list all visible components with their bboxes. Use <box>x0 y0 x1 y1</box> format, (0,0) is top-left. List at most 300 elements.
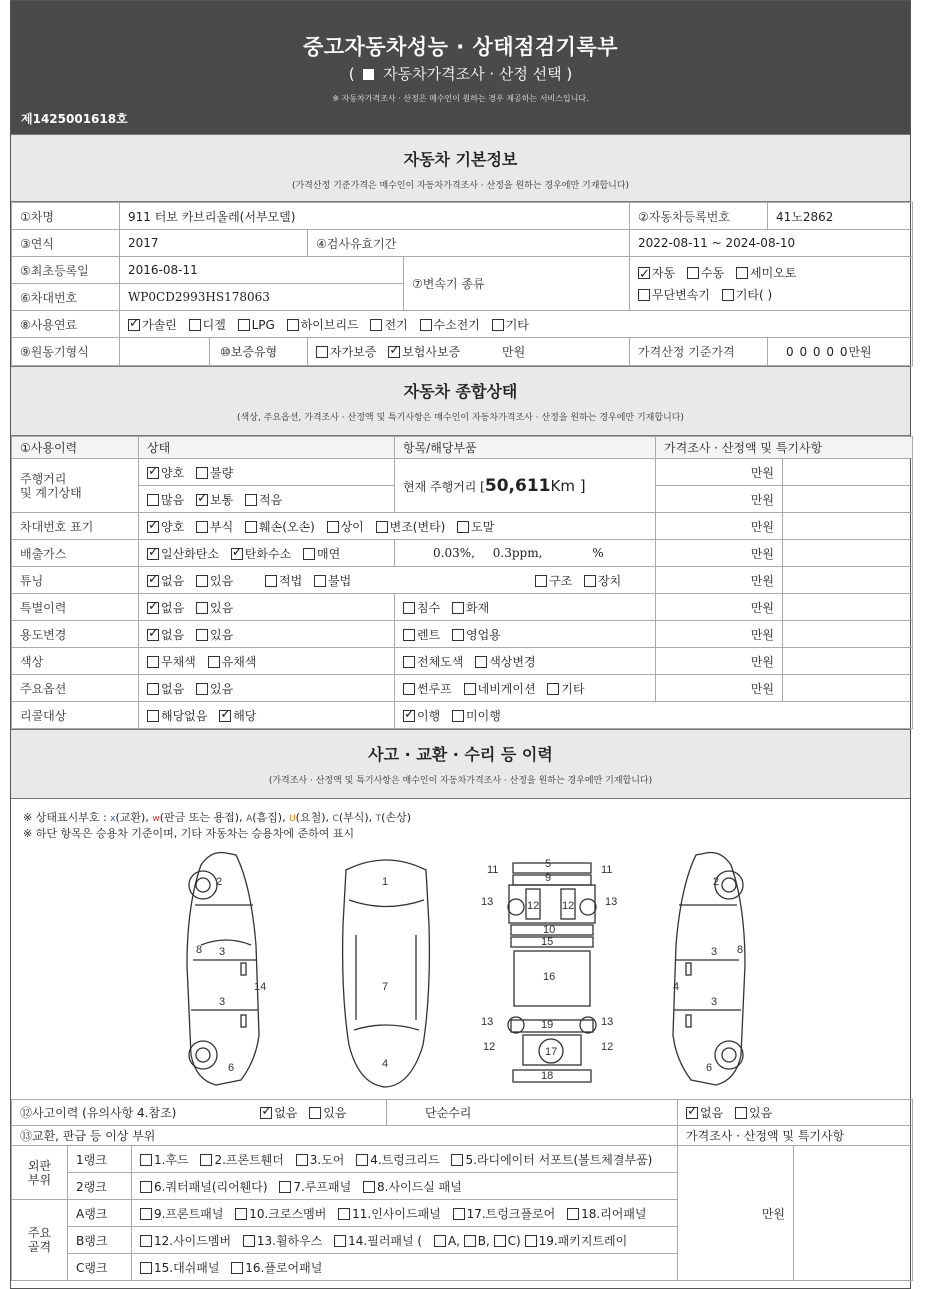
rank2-label: 2랭크 <box>68 1173 132 1200</box>
accident-table <box>11 1099 913 1281</box>
basic-info-section-header <box>11 134 910 202</box>
trans-etc-option[interactable] <box>722 288 772 302</box>
checkbox[interactable] <box>200 1154 212 1166</box>
option-label: 탄화수소 <box>244 546 292 561</box>
repair-none-option[interactable] <box>686 1106 723 1120</box>
part-option[interactable] <box>140 1234 231 1248</box>
business-option[interactable] <box>452 628 501 642</box>
svg-text:8: 8 <box>737 944 744 956</box>
recall-items <box>395 702 913 729</box>
checkbox[interactable] <box>296 1154 308 1166</box>
checkbox[interactable] <box>735 1107 747 1119</box>
recall-na-option[interactable] <box>147 709 207 723</box>
checkbox[interactable] <box>303 548 315 560</box>
repair-exist-option[interactable] <box>735 1106 772 1120</box>
svg-text:4: 4 <box>382 1058 389 1070</box>
vin-mark-option[interactable] <box>196 520 233 534</box>
rankB-label: B랭크 <box>68 1227 132 1254</box>
checkbox[interactable] <box>235 1208 247 1220</box>
vin-mark-option[interactable] <box>147 520 184 534</box>
note-cell <box>783 513 913 540</box>
special-history-items <box>395 594 656 621</box>
part-option[interactable] <box>338 1207 441 1221</box>
checkbox[interactable] <box>687 267 699 279</box>
part-option[interactable] <box>567 1207 646 1221</box>
rank2-items <box>132 1173 678 1200</box>
checkbox[interactable] <box>189 319 201 331</box>
checkbox[interactable] <box>265 575 277 587</box>
accident-diagram-area <box>11 799 910 1099</box>
part-label: 16.플로어패널 <box>245 1260 323 1275</box>
fuel-label: ⑧사용연료 <box>12 311 120 338</box>
note-cell <box>783 675 913 702</box>
option-label: 있음 <box>210 681 234 696</box>
checkbox-checked[interactable] <box>147 548 159 560</box>
svg-text:17: 17 <box>545 1046 558 1058</box>
checkbox[interactable] <box>638 289 650 301</box>
special-exist-option[interactable] <box>196 601 233 615</box>
part-option[interactable] <box>279 1180 351 1194</box>
meter-bad-option[interactable] <box>196 466 233 480</box>
option-label: 양호 <box>161 519 185 534</box>
subtitle-close-paren: ) <box>566 65 573 83</box>
note-cell <box>783 621 913 648</box>
usage-exist-option[interactable] <box>196 628 233 642</box>
checkbox-checked[interactable] <box>260 1107 272 1119</box>
part-label: 15.대쉬패널 <box>154 1260 220 1275</box>
simple-repair-cell <box>387 1100 678 1126</box>
part-option[interactable] <box>296 1153 345 1167</box>
basic-info-subtitle: (가격산정 기준가격은 매수인이 자동차가격조사 · 산정을 원하는 경우에만 기재합니다) <box>291 181 630 191</box>
accident-title: 사고 · 교환 · 수리 등 이력 <box>368 745 553 764</box>
year-value: 2017 <box>120 230 308 257</box>
checkbox-checked[interactable] <box>147 629 159 641</box>
fuel-option-label: 수소전기 <box>433 317 480 332</box>
checkbox[interactable] <box>451 1154 463 1166</box>
flood-option[interactable] <box>403 601 440 615</box>
rankA-label: A랭크 <box>68 1200 132 1227</box>
checkbox[interactable] <box>238 319 250 331</box>
part-option[interactable] <box>140 1207 223 1221</box>
emission-hc-option[interactable] <box>231 547 291 561</box>
checkbox[interactable] <box>457 521 469 533</box>
checkbox[interactable] <box>287 319 299 331</box>
checkbox-checked[interactable] <box>219 710 231 722</box>
part-label: 6.쿼터패널(리어휀다) <box>154 1179 268 1194</box>
pillar-b-label: B, <box>477 1233 490 1248</box>
option-label: 해당없음 <box>161 708 208 723</box>
checkbox[interactable] <box>356 1154 368 1166</box>
checkbox[interactable] <box>245 521 257 533</box>
part-label: 2.프론트휀더 <box>214 1152 284 1167</box>
checkbox[interactable] <box>140 1262 152 1274</box>
status-col-state: 상태 <box>139 437 395 459</box>
smoke-value: % <box>592 546 604 560</box>
special-history-label: 특별이력 <box>12 594 139 621</box>
fire-option[interactable] <box>452 601 489 615</box>
pillar-b-checkbox[interactable] <box>464 1235 476 1247</box>
car-side-view-right <box>673 853 745 1086</box>
svg-text:11: 11 <box>487 864 499 876</box>
fuel-lpg-option[interactable] <box>238 318 275 332</box>
option-label: 없음 <box>161 681 185 696</box>
frame-label-line1: 주요 <box>27 1226 52 1240</box>
part-option[interactable] <box>243 1234 322 1248</box>
car-top-view <box>343 860 430 1087</box>
main-option-label: 주요옵션 <box>12 675 139 702</box>
full-paint-option[interactable] <box>403 655 463 669</box>
tuning-device-option[interactable] <box>584 574 621 588</box>
part-label: 8.사이드실 패널 <box>377 1179 462 1194</box>
part-label: 11.인사이드패널 <box>352 1206 441 1221</box>
checkbox[interactable] <box>140 1235 152 1247</box>
checkbox[interactable] <box>243 1235 255 1247</box>
option-label: 유채색 <box>221 654 257 669</box>
option-label: 있음 <box>210 627 234 642</box>
option-label: 이행 <box>417 708 441 723</box>
checkbox[interactable] <box>403 656 415 668</box>
fuel-option-label: 디젤 <box>202 317 226 332</box>
svg-text:4: 4 <box>673 981 680 993</box>
tuning-structure-option[interactable] <box>535 574 572 588</box>
fuel-electric-option[interactable] <box>370 318 407 332</box>
checkbox[interactable] <box>316 346 328 358</box>
checkbox[interactable] <box>309 1107 321 1119</box>
legend-note: ※ 하단 항목은 승용차 기준이며, 기타 자동차는 승용차에 준하여 표시 <box>23 827 355 840</box>
accident-subtitle: (가격조사 · 산정액 및 특기사항은 매수인이 자동차가격조사 · 산정을 원하는 경우에만 기재합니다) <box>268 776 653 786</box>
checkbox[interactable] <box>196 575 208 587</box>
recall-options <box>139 702 395 729</box>
legend-u-symbol: U <box>289 814 296 824</box>
svg-text:19: 19 <box>541 1019 554 1031</box>
checkbox-checked[interactable] <box>147 467 159 479</box>
vin-mark-option[interactable] <box>245 520 315 534</box>
subtitle-text: 자동차가격조사 · 산정 선택 <box>383 65 562 83</box>
achromatic-option[interactable] <box>147 655 196 669</box>
outer-label-line2: 부위 <box>27 1172 52 1187</box>
checkbox-checked[interactable] <box>147 521 159 533</box>
checkbox[interactable] <box>147 656 159 668</box>
meter-good-option[interactable] <box>147 466 184 480</box>
checkbox[interactable] <box>208 656 220 668</box>
checkbox[interactable] <box>279 1181 291 1193</box>
checkbox-checked[interactable] <box>196 494 208 506</box>
checkbox[interactable] <box>403 602 415 614</box>
svg-text:3: 3 <box>711 946 718 958</box>
trans-manual-label: 수동 <box>701 265 725 280</box>
option-label: 있음 <box>323 1106 347 1120</box>
svg-text:18: 18 <box>541 1070 554 1082</box>
trans-cvt-label: 무단변속기 <box>652 287 710 302</box>
part-option[interactable] <box>363 1180 462 1194</box>
rankC-items <box>132 1254 678 1281</box>
trans-cvt-option[interactable] <box>638 288 710 302</box>
inspection-record-page <box>10 0 911 1289</box>
svg-text:14: 14 <box>254 981 267 993</box>
checkbox[interactable] <box>420 319 432 331</box>
checkbox-checked[interactable] <box>147 602 159 614</box>
part-option[interactable] <box>231 1261 322 1275</box>
checkbox[interactable] <box>370 319 382 331</box>
part-label: 12.사이드멤버 <box>154 1233 232 1248</box>
status-table <box>11 436 913 729</box>
svg-text:13: 13 <box>605 896 618 908</box>
pillar-a-label: A, <box>447 1233 460 1248</box>
part-option[interactable] <box>140 1261 219 1275</box>
checkbox[interactable] <box>140 1154 152 1166</box>
engine-type-value <box>120 338 210 365</box>
checkbox[interactable] <box>147 494 159 506</box>
accident-exist-option[interactable] <box>309 1106 346 1120</box>
part-option[interactable] <box>200 1153 283 1167</box>
part-label: 10.크로스멤버 <box>249 1206 327 1221</box>
svg-text:3: 3 <box>711 996 718 1008</box>
checkbox[interactable] <box>196 602 208 614</box>
checkbox-checked[interactable] <box>147 575 159 587</box>
checkbox[interactable] <box>140 1208 152 1220</box>
svg-text:7: 7 <box>382 981 389 993</box>
part-option[interactable] <box>356 1153 439 1167</box>
option-label: 네비게이션 <box>477 681 536 696</box>
tuning-illegal-option[interactable] <box>314 574 351 588</box>
checkbox[interactable] <box>736 267 748 279</box>
car-frame-view <box>481 858 617 1082</box>
status-subtitle: (색상, 주요옵션, 가격조사 · 산정액 및 특기사항은 매수인이 자동차가격조사 · 산정을 원하는 경우에만 기재합니다) <box>237 413 684 423</box>
checkbox[interactable] <box>147 683 159 695</box>
checkbox[interactable] <box>567 1208 579 1220</box>
tuning-none-option[interactable] <box>147 574 184 588</box>
checkbox-checked[interactable] <box>231 548 243 560</box>
option-label: 변조(변타) <box>389 519 446 534</box>
emission-options <box>139 540 395 567</box>
part-option[interactable] <box>451 1153 652 1167</box>
checkbox-checked[interactable] <box>403 710 415 722</box>
option-label: 썬루프 <box>417 681 452 696</box>
pillar-c-label: C) <box>507 1233 521 1248</box>
fuel-hybrid-option[interactable] <box>287 318 359 332</box>
pillar-c-checkbox[interactable] <box>494 1235 506 1247</box>
checkbox-checked[interactable] <box>128 319 140 331</box>
warranty-ins-label: 보험사보증 <box>402 345 461 359</box>
checkbox[interactable] <box>314 575 326 587</box>
checkbox[interactable] <box>196 467 208 479</box>
note-cell <box>783 459 913 486</box>
hc-value: 0.3ppm, <box>492 546 543 560</box>
color-options <box>139 648 395 675</box>
svg-text:3: 3 <box>219 946 226 958</box>
accident-history-cell <box>12 1100 387 1126</box>
accident-none-option[interactable] <box>260 1106 297 1120</box>
svg-text:2: 2 <box>216 876 223 888</box>
part-option[interactable] <box>140 1180 268 1194</box>
checkbox[interactable] <box>403 629 415 641</box>
document-title: 중고자동차성능 · 상태점검기록부 <box>302 35 619 59</box>
fuel-diesel-option[interactable] <box>189 318 226 332</box>
checkbox-checked[interactable] <box>686 1107 698 1119</box>
meter-state-options <box>139 459 395 486</box>
checkbox[interactable] <box>334 1235 346 1247</box>
option-label: 침수 <box>417 600 441 615</box>
trans-auto-option[interactable] <box>638 266 675 280</box>
checkbox[interactable] <box>475 656 487 668</box>
current-mileage-label: 현재 주행거리 [ <box>403 479 485 494</box>
checkbox[interactable] <box>525 1235 537 1247</box>
checkbox[interactable] <box>140 1181 152 1193</box>
rent-option[interactable] <box>403 628 440 642</box>
checkbox[interactable] <box>327 521 339 533</box>
warranty-ins-option[interactable] <box>388 345 460 359</box>
legend-t-text: (손상) <box>381 811 411 824</box>
simple-repair-label: 단순수리 <box>425 1106 472 1120</box>
mileage-many-option[interactable] <box>147 493 184 507</box>
navi-option[interactable] <box>464 682 536 696</box>
trans-manual-option[interactable] <box>687 266 724 280</box>
checkbox[interactable] <box>196 629 208 641</box>
car-name-label: ①차명 <box>12 203 120 230</box>
option-label: 구조 <box>549 573 573 588</box>
price-survey-checkbox[interactable] <box>363 69 374 80</box>
checkbox[interactable] <box>452 602 464 614</box>
checkbox[interactable] <box>231 1262 243 1274</box>
checkbox[interactable] <box>547 683 559 695</box>
vin-label: ⑥차대번호 <box>12 284 120 311</box>
checkbox-checked[interactable] <box>638 267 650 279</box>
option-label: 해당 <box>233 708 257 723</box>
price-cell: 만원 <box>656 648 783 675</box>
sunroof-option[interactable] <box>403 682 452 696</box>
option-label: 영업용 <box>466 627 501 642</box>
checkbox[interactable] <box>584 575 596 587</box>
part-option[interactable] <box>235 1207 326 1221</box>
tuning-exist-option[interactable] <box>196 574 233 588</box>
option-none-option[interactable] <box>147 682 184 696</box>
recall-not-done-option[interactable] <box>452 709 501 723</box>
warranty-self-option[interactable] <box>316 345 376 359</box>
note-cell <box>783 648 913 675</box>
legend-c-text: (부식), <box>338 811 373 824</box>
car-name-value: 911 터보 카브리올레(서부모델) <box>120 203 630 230</box>
checkbox[interactable] <box>376 521 388 533</box>
checkbox[interactable] <box>464 683 476 695</box>
price-cell: 만원 <box>656 567 783 594</box>
checkbox[interactable] <box>196 683 208 695</box>
option-label: 상이 <box>340 519 364 534</box>
fuel-hydrogen-option[interactable] <box>420 318 480 332</box>
note-cell <box>783 486 913 513</box>
part-option[interactable] <box>334 1234 422 1248</box>
price-cell: 만원 <box>656 513 783 540</box>
mileage-few-option[interactable] <box>245 493 282 507</box>
part-label: 4.트렁크리드 <box>370 1152 440 1167</box>
part-option[interactable] <box>140 1153 189 1167</box>
usage-none-option[interactable] <box>147 628 184 642</box>
pillar-a-checkbox[interactable] <box>434 1235 446 1247</box>
warranty-options <box>308 338 630 366</box>
usage-change-options <box>139 621 395 648</box>
chromatic-option[interactable] <box>208 655 257 669</box>
usage-change-items <box>395 621 656 648</box>
svg-text:3: 3 <box>219 996 226 1008</box>
svg-text:6: 6 <box>228 1062 235 1074</box>
color-change-option[interactable] <box>475 655 535 669</box>
status-title: 자동차 종합상태 <box>403 382 518 401</box>
vin-mark-option[interactable] <box>327 520 364 534</box>
svg-text:10: 10 <box>543 924 556 936</box>
rankB-items <box>132 1227 678 1254</box>
special-none-option[interactable] <box>147 601 184 615</box>
checkbox[interactable] <box>453 1208 465 1220</box>
status-legend <box>23 809 411 825</box>
recall-applicable-option[interactable] <box>219 709 256 723</box>
parts-price-cell: 만원 <box>678 1146 794 1281</box>
vin-mark-option[interactable] <box>376 520 446 534</box>
option-exist-option[interactable] <box>196 682 233 696</box>
vin-mark-option[interactable] <box>457 520 494 534</box>
part-option[interactable] <box>525 1234 628 1248</box>
header-note: ※ 자동차가격조사 · 산정은 매수인이 원하는 경우 제공하는 서비스입니다. <box>332 94 589 103</box>
usage-change-label: 용도변경 <box>12 621 139 648</box>
trans-etc-label: 기타( ) <box>735 287 773 302</box>
fuel-gasoline-option[interactable] <box>128 318 177 332</box>
trans-semi-option[interactable] <box>736 266 796 280</box>
fuel-etc-option[interactable] <box>492 318 529 332</box>
car-side-view-left <box>187 853 266 1086</box>
reg-no-value: 41노2862 <box>768 203 913 230</box>
special-history-options <box>139 594 395 621</box>
emission-co-option[interactable] <box>147 547 219 561</box>
checkbox[interactable] <box>535 575 547 587</box>
checkbox[interactable] <box>403 683 415 695</box>
checkbox[interactable] <box>338 1208 350 1220</box>
checkbox[interactable] <box>196 521 208 533</box>
option-label: 불량 <box>210 465 234 480</box>
part-label: 18.리어패널 <box>581 1206 647 1221</box>
option-label: 기타 <box>561 681 585 696</box>
accident-history-label: ⑫사고이력 (유의사항 4.참조) <box>20 1106 177 1120</box>
checkbox[interactable] <box>363 1181 375 1193</box>
price-cell: 만원 <box>656 675 783 702</box>
part-label: 14.필러패널 ( <box>348 1233 423 1248</box>
checkbox[interactable] <box>452 629 464 641</box>
emission-smoke-option[interactable] <box>303 547 340 561</box>
tuning-label: 튜닝 <box>12 567 139 594</box>
checkbox[interactable] <box>147 710 159 722</box>
vin-mark-label: 차대번호 표기 <box>12 513 139 540</box>
part-label: 13.휠하우스 <box>256 1233 323 1248</box>
checkbox[interactable] <box>492 319 504 331</box>
etc-option[interactable] <box>547 682 584 696</box>
part-option[interactable] <box>453 1207 556 1221</box>
tuning-legal-option[interactable] <box>265 574 302 588</box>
frame-label-line2: 골격 <box>27 1240 52 1254</box>
status-section-header <box>11 366 910 436</box>
outer-panel-label <box>12 1146 68 1200</box>
mileage-normal-option[interactable] <box>196 493 233 507</box>
rank1-items <box>132 1146 678 1173</box>
parts-note-cell <box>794 1146 913 1281</box>
checkbox[interactable] <box>245 494 257 506</box>
checkbox-checked[interactable] <box>388 346 400 358</box>
recall-done-option[interactable] <box>403 709 440 723</box>
current-mileage-value: 50,611 <box>484 475 551 496</box>
checkbox[interactable] <box>452 710 464 722</box>
checkbox[interactable] <box>722 289 734 301</box>
engine-type-label: ⑨원동기형식 <box>12 338 120 366</box>
first-reg-label: ⑤최초등록일 <box>12 257 120 284</box>
warranty-self-label: 자가보증 <box>330 345 377 359</box>
part-label: 7.루프패널 <box>293 1179 352 1194</box>
price-base-value: 0 0 0 0 0 <box>786 345 849 359</box>
